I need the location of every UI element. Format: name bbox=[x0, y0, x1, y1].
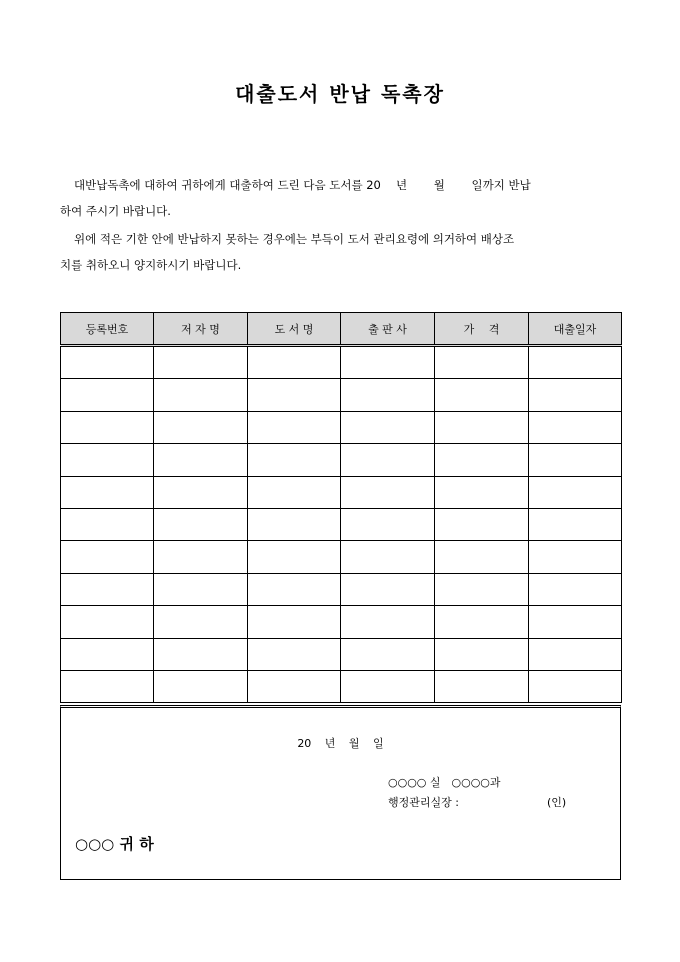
table-cell bbox=[61, 508, 154, 540]
table-row bbox=[61, 411, 622, 443]
table-cell bbox=[435, 379, 529, 411]
table-cell bbox=[341, 670, 435, 702]
table-cell bbox=[154, 573, 248, 605]
signature-block bbox=[60, 705, 621, 880]
table-cell bbox=[435, 346, 529, 379]
table-cell bbox=[154, 606, 248, 638]
table-cell bbox=[529, 670, 622, 702]
manager-line: 행정관리실장 : bbox=[388, 796, 459, 809]
table-cell bbox=[435, 573, 529, 605]
table-row bbox=[61, 670, 622, 702]
table-row bbox=[61, 508, 622, 540]
table-cell bbox=[154, 476, 248, 508]
table-cell bbox=[248, 638, 341, 670]
table-cell bbox=[61, 476, 154, 508]
book-list-table bbox=[60, 312, 622, 703]
page-title: 대출도서 반납 독촉장 bbox=[235, 82, 445, 106]
table-cell bbox=[341, 444, 435, 476]
table-row bbox=[61, 476, 622, 508]
table-cell bbox=[248, 541, 341, 573]
table-cell bbox=[61, 379, 154, 411]
table-cell bbox=[61, 346, 154, 379]
table-cell bbox=[154, 346, 248, 379]
paragraph-1-line-1: 대반납독촉에 대하여 귀하에게 대출하여 드린 다음 도서를 20 년 월 일까지 반납 bbox=[74, 178, 531, 192]
table-cell bbox=[529, 411, 622, 443]
table-cell bbox=[248, 444, 341, 476]
notice-paragraph-2 bbox=[60, 226, 620, 278]
organization-line: ○○○○ 실 ○○○○과 bbox=[388, 776, 501, 789]
table-cell bbox=[341, 606, 435, 638]
date-line: 20 년 월 일 bbox=[297, 737, 384, 750]
header-loan-date: 대출일자 bbox=[529, 313, 622, 346]
table-cell bbox=[435, 476, 529, 508]
table-cell bbox=[61, 541, 154, 573]
table-cell bbox=[61, 606, 154, 638]
table-cell bbox=[435, 541, 529, 573]
table-cell bbox=[341, 638, 435, 670]
table-cell bbox=[248, 476, 341, 508]
table-cell bbox=[154, 508, 248, 540]
table-cell bbox=[529, 508, 622, 540]
table-cell bbox=[435, 606, 529, 638]
table-cell bbox=[341, 541, 435, 573]
header-book-title: 도 서 명 bbox=[248, 313, 341, 346]
table-cell bbox=[248, 508, 341, 540]
table-cell bbox=[341, 573, 435, 605]
table-cell bbox=[341, 476, 435, 508]
table-cell bbox=[529, 541, 622, 573]
table-row bbox=[61, 379, 622, 411]
table-row bbox=[61, 444, 622, 476]
table-row bbox=[61, 638, 622, 670]
table-cell bbox=[529, 379, 622, 411]
table-cell bbox=[61, 638, 154, 670]
seal-mark: (인) bbox=[547, 796, 567, 809]
paragraph-2-line-2: 치를 취하오니 양지하시기 바랍니다. bbox=[60, 258, 242, 272]
table-header-row bbox=[61, 313, 622, 346]
table-row bbox=[61, 606, 622, 638]
header-registration-number: 등록번호 bbox=[61, 313, 154, 346]
paragraph-2-line-1: 위에 적은 기한 안에 반납하지 못하는 경우에는 부득이 도서 관리요령에 의거하여 배상조 bbox=[74, 232, 515, 246]
table-cell bbox=[154, 541, 248, 573]
header-publisher: 출 판 사 bbox=[341, 313, 435, 346]
table-cell bbox=[529, 346, 622, 379]
recipient-line: ○○○ 귀 하 bbox=[75, 835, 154, 853]
table-cell bbox=[248, 606, 341, 638]
table-row bbox=[61, 346, 622, 379]
table-cell bbox=[154, 379, 248, 411]
table-cell bbox=[154, 670, 248, 702]
table-cell bbox=[435, 670, 529, 702]
table-cell bbox=[435, 508, 529, 540]
table-cell bbox=[154, 638, 248, 670]
header-price: 가 격 bbox=[435, 313, 529, 346]
header-author: 저 자 명 bbox=[154, 313, 248, 346]
paragraph-1-line-2: 하여 주시기 바랍니다. bbox=[60, 204, 171, 218]
table-cell bbox=[529, 606, 622, 638]
table-cell bbox=[154, 411, 248, 443]
table-row bbox=[61, 541, 622, 573]
table-cell bbox=[154, 444, 248, 476]
table-cell bbox=[248, 346, 341, 379]
table-cell bbox=[61, 411, 154, 443]
table-cell bbox=[61, 444, 154, 476]
table-cell bbox=[248, 573, 341, 605]
table-cell bbox=[61, 573, 154, 605]
table-cell bbox=[435, 638, 529, 670]
table-cell bbox=[248, 670, 341, 702]
table-cell bbox=[341, 411, 435, 443]
table-cell bbox=[248, 411, 341, 443]
table-cell bbox=[529, 638, 622, 670]
table-cell bbox=[529, 476, 622, 508]
table-cell bbox=[435, 411, 529, 443]
table-row bbox=[61, 573, 622, 605]
table-cell bbox=[248, 379, 341, 411]
table-cell bbox=[341, 346, 435, 379]
table-cell bbox=[435, 444, 529, 476]
table-cell bbox=[341, 508, 435, 540]
table-cell bbox=[341, 379, 435, 411]
table-cell bbox=[529, 573, 622, 605]
table-cell bbox=[529, 444, 622, 476]
table-cell bbox=[61, 670, 154, 702]
notice-paragraph-1 bbox=[60, 172, 620, 224]
